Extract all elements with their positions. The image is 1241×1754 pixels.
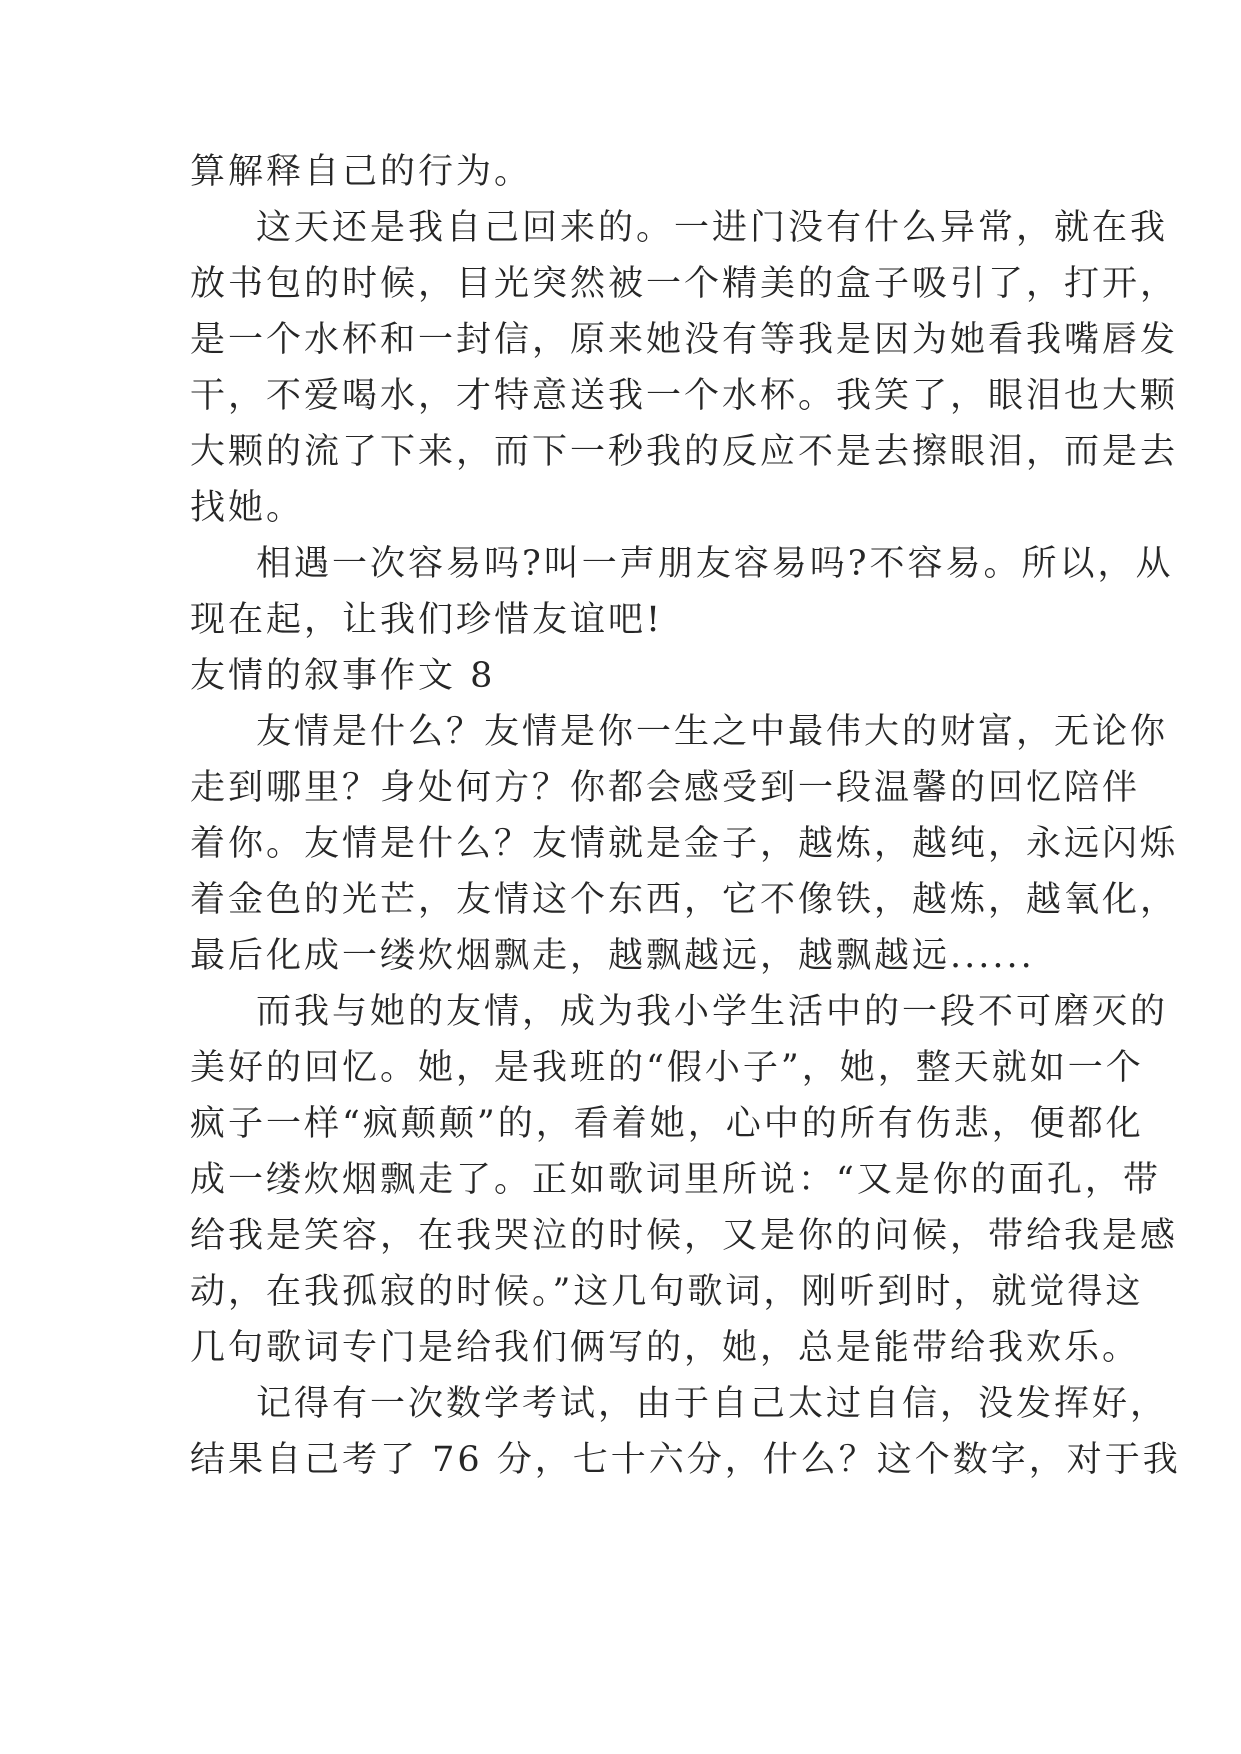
text-line: 最后化成一缕炊烟飘走，越飘越远，越飘越远...... bbox=[190, 936, 1035, 976]
text-line: 疯子一样“疯颠颠”的，看着她，心中的所有伤悲，便都化 bbox=[190, 1104, 1144, 1144]
text-line: 给我是笑容，在我哭泣的时候，又是你的问候，带给我是感 bbox=[190, 1216, 1179, 1256]
paragraph-start: 而我与她的友情，成为我小学生活中的一段不可磨灭的 bbox=[256, 992, 1169, 1032]
text-line: 成一缕炊烟飘走了。正如歌词里所说：“又是你的面孔，带 bbox=[190, 1160, 1161, 1200]
text-line: 结果自己考了 76 分，七十六分，什么？这个数字，对于我 bbox=[190, 1440, 1181, 1480]
text-line: 动，在我孤寂的时候。”这几句歌词，刚听到时，就觉得这 bbox=[190, 1272, 1144, 1312]
text-line: 现在起，让我们珍惜友谊吧! bbox=[190, 600, 664, 640]
text-line: 几句歌词专门是给我们俩写的，她，总是能带给我欢乐。 bbox=[190, 1328, 1141, 1368]
paragraph-start: 记得有一次数学考试，由于自己太过自信，没发挥好， bbox=[256, 1384, 1169, 1424]
paragraph-start: 这天还是我自己回来的。一进门没有什么异常，就在我 bbox=[256, 208, 1169, 248]
text-line: 放书包的时候，目光突然被一个精美的盒子吸引了，打开， bbox=[190, 264, 1179, 304]
paragraph-start: 友情是什么？友情是你一生之中最伟大的财富，无论你 bbox=[256, 712, 1169, 752]
text-line: 干，不爱喝水，才特意送我一个水杯。我笑了，眼泪也大颗 bbox=[190, 376, 1179, 416]
section-heading: 友情的叙事作文 8 bbox=[190, 656, 496, 696]
text-line: 走到哪里？身处何方？你都会感受到一段温馨的回忆陪伴 bbox=[190, 768, 1141, 808]
text-line: 美好的回忆。她，是我班的“假小子”，她，整天就如一个 bbox=[190, 1048, 1144, 1088]
paragraph-start: 相遇一次容易吗?叫一声朋友容易吗?不容易。所以，从 bbox=[256, 544, 1174, 584]
text-line: 是一个水杯和一封信，原来她没有等我是因为她看我嘴唇发 bbox=[190, 320, 1179, 360]
text-line: 着金色的光芒，友情这个东西，它不像铁，越炼，越氧化， bbox=[190, 880, 1179, 920]
text-line: 找她。 bbox=[190, 488, 305, 528]
text-line: 大颗的流了下来，而下一秒我的反应不是去擦眼泪，而是去 bbox=[190, 432, 1179, 472]
text-line: 着你。友情是什么？友情就是金子，越炼，越纯，永远闪烁 bbox=[190, 824, 1179, 864]
text-line: 算解释自己的行为。 bbox=[190, 152, 533, 192]
